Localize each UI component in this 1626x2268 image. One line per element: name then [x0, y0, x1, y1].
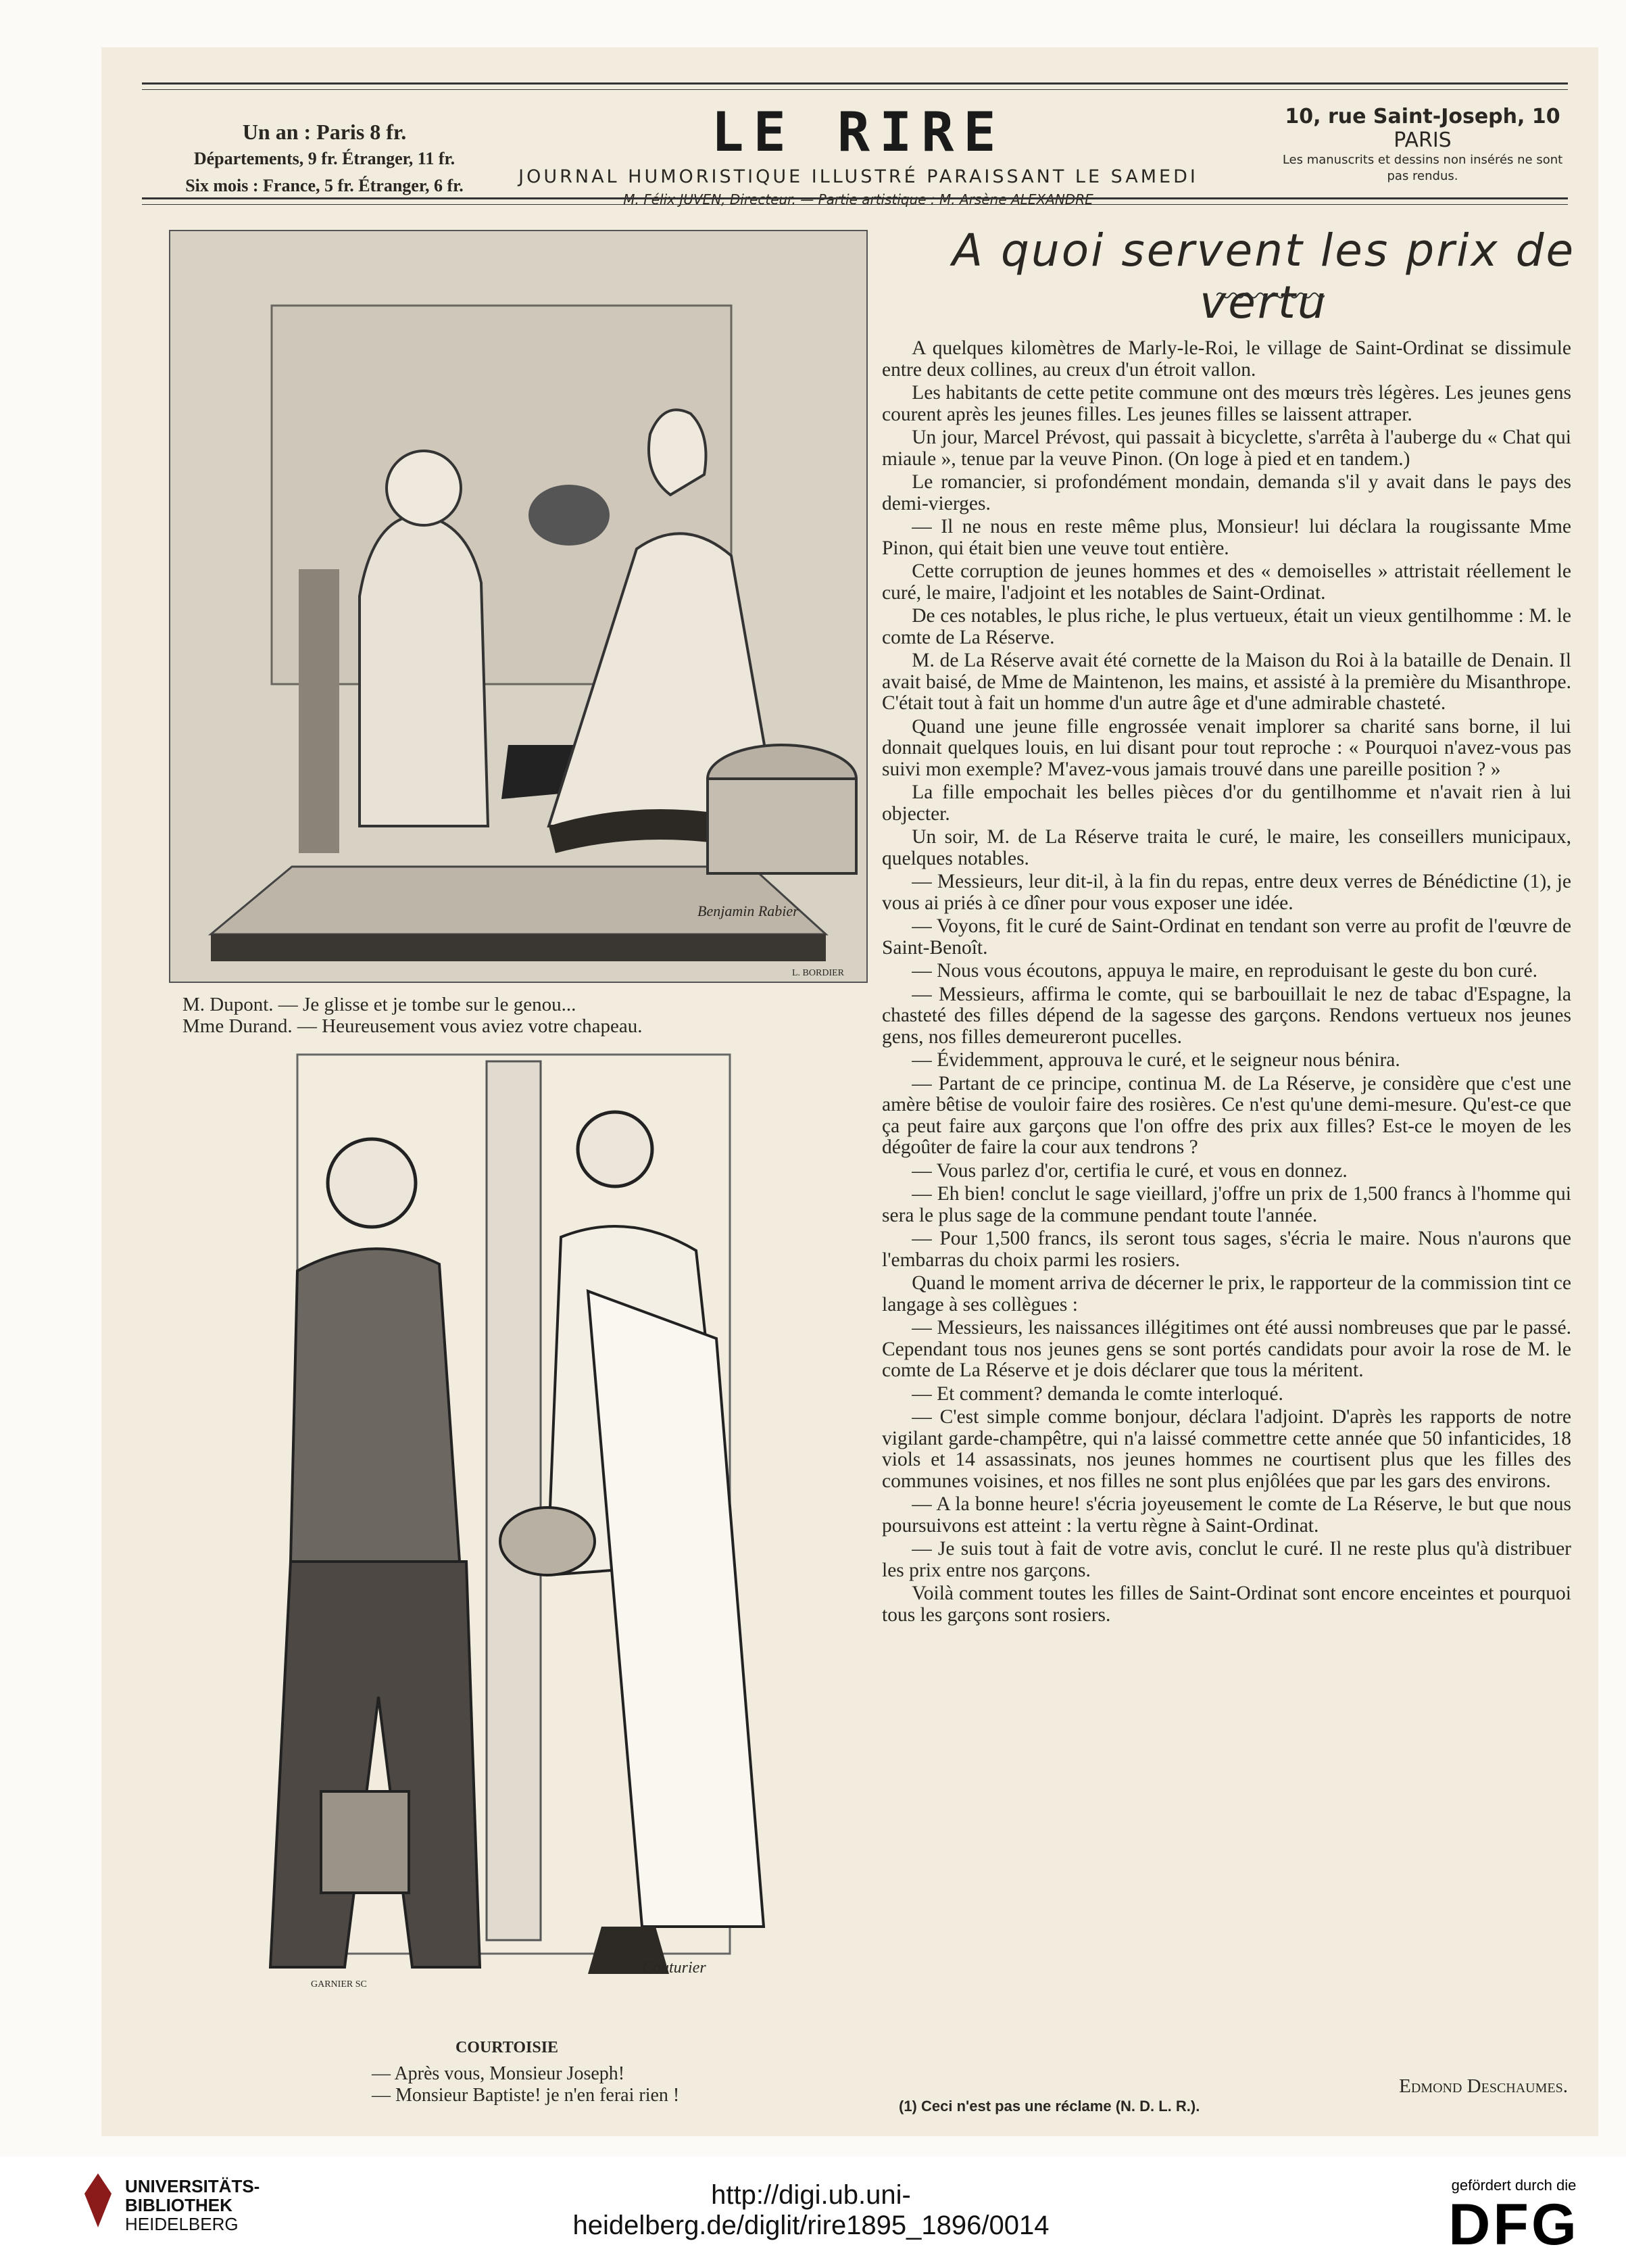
- article-paragraph: — Il ne nous en reste même plus, Monsieur! lui déclara la rougissante Mme Pinon, qui était bien une veuve tout entière.: [882, 516, 1571, 559]
- drawing-seated-couple: [170, 231, 866, 982]
- article-author: Edmond Deschaumes.: [1399, 2075, 1568, 2097]
- illustration-signature: Couturier: [642, 1959, 706, 1977]
- library-name-line: UNIVERSITÄTS-: [125, 2176, 260, 2196]
- illustration-dupont-durand: [169, 230, 868, 983]
- article-paragraph: — Évidemment, approuva le curé, et le seigneur nous bénira.: [912, 1049, 1400, 1071]
- article-paragraph: — A la bonne heure! s'écria joyeusement le comte de La Réserve, le but que nous poursuivons est atteint : la vertu règne à Saint-Ordinat.: [882, 1493, 1571, 1537]
- engraver-credit: L. BORDIER: [792, 968, 844, 978]
- caption-line: M. Dupont. — Je glisse et je tombe sur le genou...: [182, 994, 576, 1015]
- library-name-line: BIBLIOTHEK: [125, 2195, 232, 2215]
- caption-line: — Monsieur Baptiste! je n'en ferai rien !: [372, 2085, 680, 2106]
- article-paragraph: — Partant de ce principe, continua M. de La Réserve, je considère que c'est une amère bêtise de vouloir faire des rosières. Ce n'est qu'une demi-mesure. Qu'est-ce que ça peut faire aux garçons que l'on offre des prix aux filles? Est-ce le moyen de les dégoûter de faire la cour aux tendrons ?: [882, 1072, 1571, 1158]
- street-address: 10, rue Saint-Joseph, 10: [1285, 105, 1560, 128]
- subscription-line: Six mois : France, 5 fr. Étranger, 6 fr.: [185, 176, 464, 195]
- publisher-address: [1277, 105, 1568, 185]
- article-paragraph: Quand une jeune fille engrossée venait implorer sa charité sans borne, il lui donnait quelques louis, en lui disant pour tout reproche : « Pourquoi n'avez-vous pas suivi mon exemple? M'avez-vous jamais trouvé dans une pareille position ? »: [882, 715, 1571, 780]
- article-title: A quoi servent les prix de vertu: [952, 224, 1576, 329]
- article-paragraph: — Et comment? demanda le comte interloqué.: [912, 1382, 1283, 1405]
- article-paragraph: — Messieurs, les naissances illégitimes ont été aussi nombreuses que par le passé. Cependant tous nos jeunes gens se sont portés candidats pour avoir la rose de M. le comte de La Réserve et je dois déclarer que tous la méritent.: [882, 1317, 1571, 1381]
- library-seal-icon: [81, 2170, 115, 2231]
- source-url[interactable]: http://digi.ub.uni-heidelberg.de/diglit/rire1895_1896/0014: [572, 2180, 1050, 2240]
- article-paragraph: — C'est simple comme bonjour, déclara l'adjoint. D'après les rapports de notre vigilant garde-champêtre, qui n'a laissé commettre cette année que 50 infanticides, 18 viols et 14 assassinats, nos jeunes hommes ne courtisent plus que les filles des communes voisines, et nos filles ne sont plus enjôlées que par les gars des environs.: [882, 1406, 1571, 1492]
- article-paragraph: Un jour, Marcel Prévost, qui passait à bicyclette, s'arrêta à l'auberge du « Chat qui miaule », tenue par la veuve Pinon. (On loge à pied et en tandem.): [882, 427, 1571, 470]
- article-paragraph: Les habitants de cette petite commune ont des mœurs très légères. Les jeunes gens courent après les jeunes filles. Les jeunes filles se laissent attraper.: [882, 382, 1571, 425]
- article-footnote: (1) Ceci n'est pas une réclame (N. D. L. R.).: [899, 2098, 1200, 2115]
- article-paragraph: Quand le moment arriva de décerner le prix, le rapporteur de la commission tint ce langage à ses collègues :: [882, 1272, 1571, 1316]
- masthead-credits: M. Félix JUVEN, Directeur. — Partie artistique : M. Arsène ALEXANDRE: [623, 191, 1093, 208]
- drawing-two-servants: [169, 1048, 865, 2008]
- subscription-prices: [149, 118, 500, 199]
- sponsor-block: [1412, 2177, 1615, 2255]
- article-paragraph: M. de La Réserve avait été cornette de la Maison du Roi à la bataille de Denain. Il avait baisé, de Mme de Maintenon, les mains, et assisté à la première du Misanthrope. C'était tout à fait un homme d'un autre âge et d'une admirable chasteté.: [882, 650, 1571, 714]
- caption-line: — Après vous, Monsieur Joseph!: [372, 2063, 625, 2084]
- article-paragraph: Un soir, M. de La Réserve traita le curé, le maire, les conseillers municipaux, quelques notables.: [882, 826, 1571, 869]
- sponsor-label: gefördert durch die: [1451, 2177, 1577, 2194]
- article-paragraph: — Nous vous écoutons, appuya le maire, en reproduisant le geste du bon curé.: [912, 960, 1537, 982]
- article-paragraph: De ces notables, le plus riche, le plus vertueux, était un vieux gentilhomme : M. le comte de La Réserve.: [882, 605, 1571, 648]
- header-rule: [142, 89, 1568, 90]
- article-paragraph: A quelques kilomètres de Marly-le-Roi, le village de Saint-Ordinat se dissimule entre deux collines, au creux d'un étroit vallon.: [882, 337, 1571, 381]
- article-paragraph: — Eh bien! conclut le sage vieillard, j'offre un prix de 1,500 francs à l'homme qui sera le plus sage de la commune pendant toute l'année.: [882, 1183, 1571, 1226]
- digitization-footer: [0, 2156, 1626, 2268]
- article-paragraph: Le romancier, si profondément mondain, demanda s'il y avait dans le pays des demi-vierges.: [882, 471, 1571, 514]
- library-name: [125, 2177, 260, 2234]
- masthead-block: [453, 101, 1264, 208]
- article-paragraph: Voilà comment toutes les filles de Saint-Ordinat sont encore enceintes et pourquoi tous les garçons sont rosiers.: [882, 1583, 1571, 1626]
- subscription-line: Départements, 9 fr. Étranger, 11 fr.: [193, 149, 455, 168]
- article-paragraph: Cette corruption de jeunes hommes et des « demoiselles » attristait réellement le curé, le maire, l'adjoint et les notables de Saint-Ordinat.: [882, 560, 1571, 604]
- title-ornament: [1216, 291, 1325, 300]
- bottom-caption-title: COURTOISIE: [455, 2039, 559, 2056]
- article-paragraph: — Voyons, fit le curé de Saint-Ordinat en tendant son verre au profit de l'œuvre de Saint-Benoît.: [882, 915, 1571, 959]
- article-paragraph: — Pour 1,500 francs, ils seront tous sages, s'écria le maire. Nous n'aurons que l'embarras du choix parmi les rosiers.: [882, 1228, 1571, 1271]
- engraver-credit: GARNIER SC: [311, 1979, 367, 1989]
- manuscripts-note: Les manuscrits et dessins non insérés ne sont pas rendus.: [1282, 153, 1563, 183]
- dfg-logo[interactable]: DFG: [1448, 2192, 1579, 2257]
- article-paragraph: — Messieurs, leur dit-il, à la fin du repas, entre deux verres de Bénédictine (1), je vous ai priés à ce dîner pour vous exposer une idée.: [882, 871, 1571, 914]
- masthead-bottom-rule-thin: [142, 204, 1568, 205]
- illustration-signature: Benjamin Rabier: [697, 902, 799, 919]
- city: PARIS: [1394, 128, 1452, 152]
- article-paragraph: — Vous parlez d'or, certifia le curé, et vous en donnez.: [912, 1159, 1348, 1182]
- article-paragraph: La fille empochait les belles pièces d'or du gentilhomme et n'avait rien à lui objecter.: [882, 781, 1571, 825]
- bottom-caption: [372, 2063, 845, 2106]
- library-name-line: HEIDELBERG: [125, 2214, 239, 2234]
- subscription-line: Un an : Paris 8 fr.: [242, 120, 407, 144]
- masthead-subtitle: JOURNAL HUMORISTIQUE ILLUSTRÉ PARAISSANT LE SAMEDI: [518, 166, 1198, 187]
- article-paragraph: — Messieurs, affirma le comte, qui se barbouillait le nez de tabac d'Espagne, la chasteté des filles dépend de la sagesse des garçons. Rendons vertueux nos jeunes gens, nos filles demeureront pucelles.: [882, 983, 1571, 1048]
- masthead-bottom-rule: [142, 197, 1568, 199]
- newspaper-page: [101, 47, 1598, 2136]
- article-paragraph: — Je suis tout à fait de votre avis, conclut le curé. Il ne reste plus qu'à distribuer les prix entre nos garçons.: [882, 1538, 1571, 1581]
- illustration-courtoisie: [169, 1048, 865, 2008]
- top-caption: [182, 994, 879, 1037]
- masthead-title: LE RIRE: [711, 101, 1006, 164]
- article-body: [882, 338, 1571, 1628]
- caption-line: Mme Durand. — Heureusement vous aviez votre chapeau.: [182, 1015, 643, 1037]
- top-rule: [142, 82, 1568, 85]
